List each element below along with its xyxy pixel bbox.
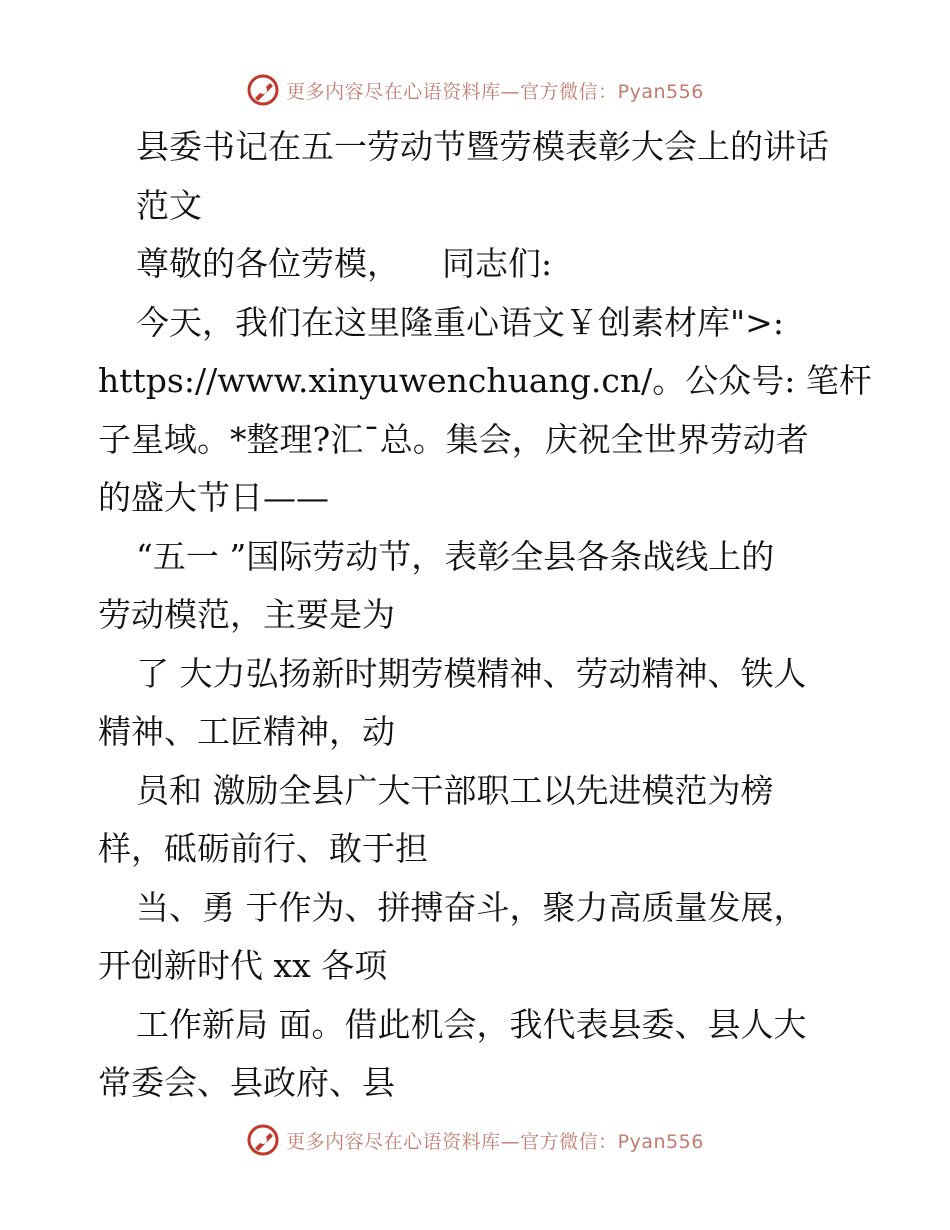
header-text: 更多内容尽在心语资料库—官方微信：Pyan556: [286, 80, 704, 103]
paragraph-line: 劳动模范，主要是为: [98, 595, 395, 634]
paragraph-line: 开创新时代 xx 各项: [98, 946, 388, 985]
quill-pen-icon: [246, 1123, 280, 1157]
paragraph-line: 工作新局 面。借此机会，我代表县委、县人大: [136, 1004, 807, 1044]
paragraph-line: https://www.xinyuwenchuang.cn/。公众号: 笔杆: [98, 361, 872, 400]
paragraph-line: 精神、工匠精神，动: [98, 712, 395, 751]
paragraph-line: 子星域。*整理?汇¯总。集会，庆祝全世界劳动者: [98, 419, 809, 459]
document-body: [98, 118, 872, 1113]
paragraph-line: 员和 激励全县广大干部职工以先进模范为榜: [136, 770, 774, 810]
paragraph-line: 今天，我们在这里隆重心语文￥创素材库">:: [136, 302, 784, 342]
footer-banner: [0, 1120, 950, 1160]
title-line-2: 范文: [136, 185, 202, 225]
header-banner: [0, 70, 950, 110]
quill-pen-icon: [246, 73, 280, 107]
salutation: 尊敬的各位劳模， 同志们:: [136, 244, 553, 283]
paragraph-line: 样，砥砺前行、敢于担: [98, 829, 428, 868]
paragraph-line: 了 大力弘扬新时期劳模精神、劳动精神、铁人: [136, 653, 807, 693]
footer-text: 更多内容尽在心语资料库—官方微信：Pyan556: [286, 1130, 704, 1153]
paragraph-line: 常委会、县政府、县: [98, 1063, 395, 1102]
title-line-1: 县委书记在五一劳动节暨劳模表彰大会上的讲话: [136, 127, 829, 166]
paragraph-line: 的盛大节日——: [98, 478, 329, 517]
paragraph-line: 当、勇 于作为、拼搏奋斗，聚力高质量发展，: [136, 887, 807, 927]
paragraph-line: “五一 ”国际劳动节，表彰全县各条战线上的: [136, 536, 775, 576]
